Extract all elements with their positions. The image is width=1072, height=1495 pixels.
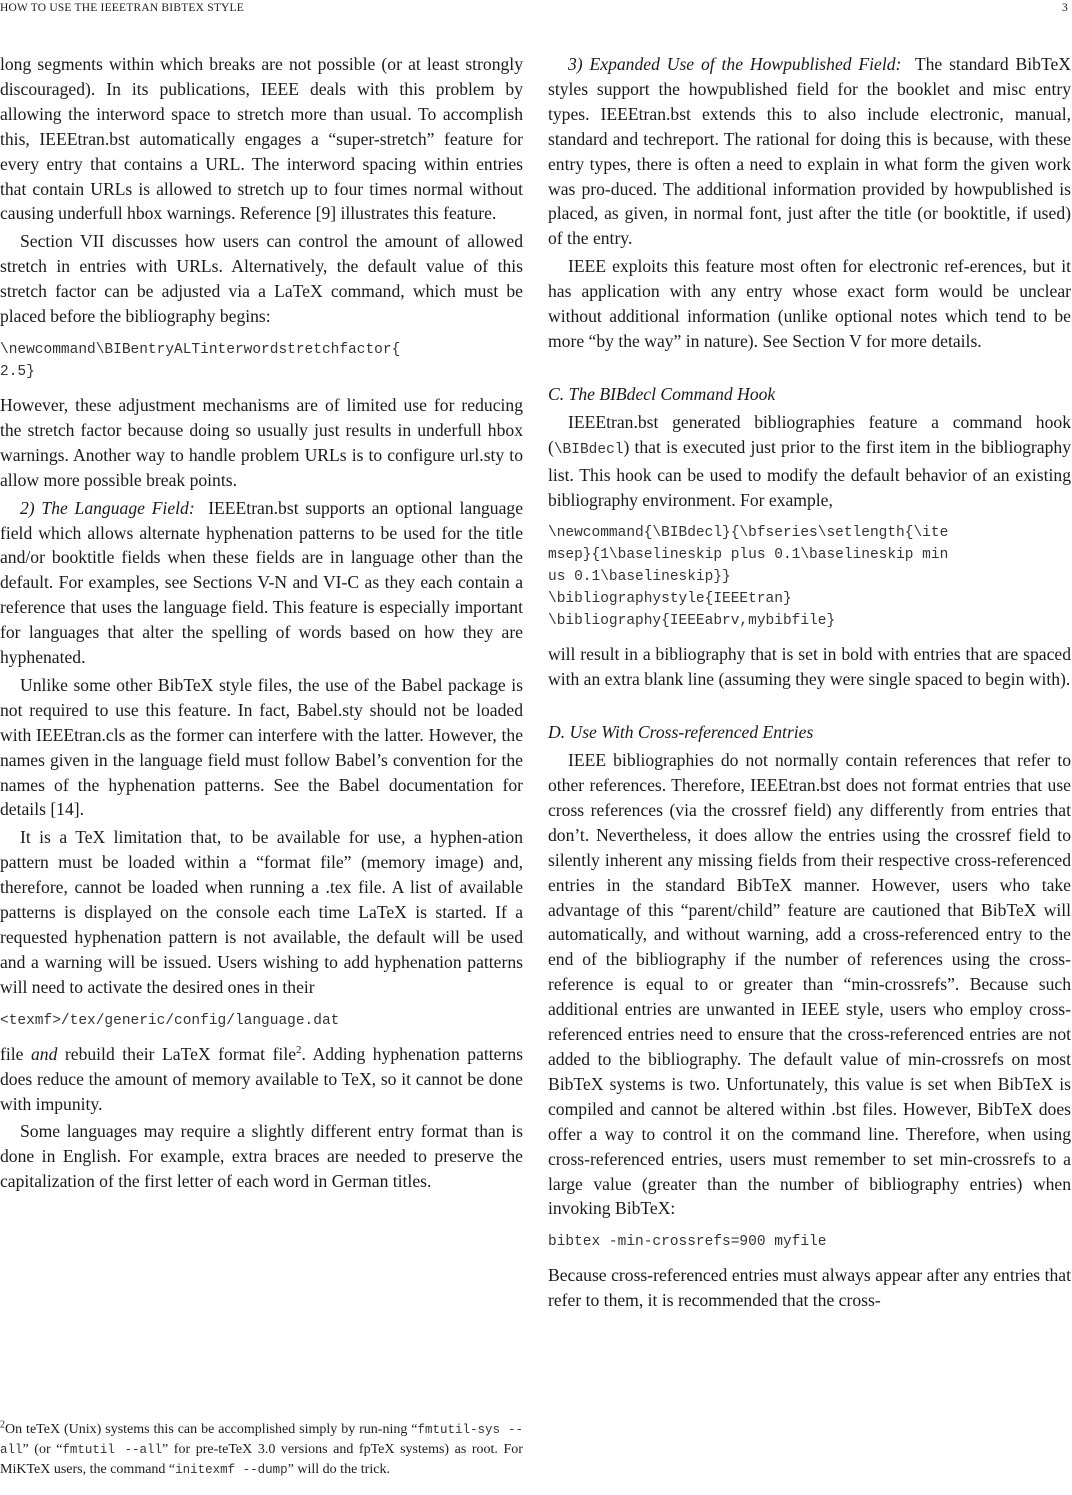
running-title: HOW TO USE THE IEEETRAN BIBTEX STYLE [0,2,244,14]
code-bibtex-command: bibtex -min-crossrefs=900 myfile [548,1234,827,1251]
footnote-text-3: ” for pre-teTeX 3.0 versions and fpTeX systems) as root. For MiKTeX users, the command “ [0,1442,523,1477]
footnote-code-3: initexmf --dump [175,1463,288,1477]
paragraph-german-titles: Some languages may require a slightly different entry format than is done in English. For example, extra braces are needed to preserve the capitalization of the first letter of each word in German titles. [0,1121,523,1192]
bibdecl-inline-code: \BIBdecl [553,441,624,458]
footnote [0,1420,523,1480]
paragraph-bibdecl [548,410,1071,513]
footnote-code-2: fmtutil --all [62,1443,163,1457]
footnote-text-1: On teTeX (Unix) systems this can be accomplished simply by run-ning “ [5,1422,418,1437]
section-heading-bibdecl: C. The BIBdecl Command Hook [548,383,776,404]
paragraph-tex-limitation: It is a TeX limitation that, to be available for use, a hyphen-ation pattern must be loaded within a “format file” (memory image) and, therefore, cannot be loaded when running a .tex file. A list of available patterns is displayed on the console each time LaTeX is started. If a requested hyphenation pattern is not available, the default will be used and a warning will be issued. Users wishing to add hyphenation patterns will need to activate the desired ones in their [0,827,523,997]
paragraph-howpublished [548,52,1071,251]
rebuild-text-a: file [0,1043,24,1064]
paragraph-section-vii: Section VII discusses how users can control the amount of allowed stretch in entries with URLs. Alternatively, the default value of this stretch factor can be adjusted via a LaTeX command, which must be placed before the bibliography begins: [0,231,523,327]
rebuild-text-d: . Adding hyphenation patterns does reduce the amount of memory available to TeX, so it cannot be done with impunity. [0,1043,523,1114]
code-stretchfactor: \newcommand\BIBentryALTinterwordstretchfactor{ 2.5} [0,341,401,380]
rebuild-emphasis: and [30,1043,58,1064]
paragraph-electronic-refs: IEEE exploits this feature most often for electronic ref-erences, but it has application with any entry whose exact form would be unclear without additional information (unlike optional notes which tend to be more “by the way” in nature). See Section V for more details. [548,256,1071,351]
footnote-ref[interactable]: 2 [296,1043,302,1056]
left-column [0,52,523,1194]
rebuild-text-c: rebuild their LaTeX format file [64,1043,297,1064]
footnote-mark: 2 [0,1419,5,1431]
footnote-code-1: fmtutil-sys --all [0,1423,523,1457]
footnote-text-4: ” will do the trick. [287,1462,390,1477]
code-language-dat: <texmf>/tex/generic/config/language.dat [0,1012,340,1029]
howpublished-body: The standard BibTeX styles support the howpublished field for the booklet and misc entry types. IEEEtran.bst extends this to also include electronic, manual, standard and techreport. The rational for doing this is because, with these entry types, there is often a need to explain in what form the given work was pro-duced. The additional information provided by howpublished is placed, as given, in normal font, just after the title (or booktitle, if used) of the entry. [548,54,1072,249]
language-field-body: IEEEtran.bst supports an optional language field which allows alternate hyphenation patterns to be used for the title and/or booktitle fields when these fields are in language other than the default. For examples, see Sections V-N and VI-C as they each contain a reference that uses the language field. This feature is especially important for languages that alter the spelling of words based on how they are hyphenated. [0,497,524,668]
paragraph-cross-order: Because cross-referenced entries must always appear after any entries that refer to them, it is recommended that the cross- [548,1265,1071,1311]
paragraph-rebuild-format [0,1042,523,1117]
running-header [0,0,1072,18]
paragraph-babel: Unlike some other BibTeX style files, the use of the Babel package is not required to use this feature. In fact, Babel.sty should not be loaded with IEEEtran.cls as the former can interfere with the latter. However, the names given in the language field must follow Babel’s convention for the names of the hyphenation patterns. See the Babel documentation for details [14]. [0,674,523,820]
paragraph-crossref: IEEE bibliographies do not normally contain references that refer to other references. Therefore, IEEEtran.bst does not format entries that use cross references (via the crossref field) any differently from entries that don’t. Nevertheless, it does allow the entries using the crossref field to silently inherent any missing fields from their respective cross-referenced entries in the standard BibTeX manner. However, users who take advantage of this “parent/child” feature are cautioned that BibTeX will automatically, and without warning, add a cross-referenced entry to the end of the bibliography if the number of references using the cross-reference is equal to or greater than “min-crossrefs”. Because such additional entries are unwanted in IEEE style, users who employ cross-referenced entries need to ensure that the cross-referenced entries are not added to the bibliography. The default value of min-crossrefs on most BibTeX systems is two. Unfortunately, this value is set when BibTeX is compiled and cannot be altered within .bst files. However, BibTeX does offer a way to control it on the command line. Therefore, when using cross-referenced entries, users must remember to set min-crossrefs to a large value (greater than the number of bibliography entries) when invoking BibTeX: [548,750,1071,1219]
paragraph-url-stretch: long segments within which breaks are not possible (or at least strongly discouraged). In its publications, IEEE deals with this problem by allowing the interword space to stretch more than usual. To accomplish this, IEEEtran.bst automatically engages a “super-stretch” feature for every entry that contains a URL. The interword spacing within entries that contain URLs is allowed to stretch up to four times normal without causing underfull hbox warnings. Reference [9] illustrates this feature. [0,54,523,224]
paragraph-bold-result: will result in a bibliography that is set in bold with entries that are spaced with an extra blank line (assuming they were single spaced to begin with). [548,644,1071,690]
section-heading-crossref: D. Use With Cross-referenced Entries [548,722,814,743]
paragraph-adjustment-mechanisms: However, these adjustment mechanisms are of limited use for reducing the stretch factor because doing so usually just results in underfull hbox warnings. Another way to handle problem URLs is to configure url.sty to allow more possible break points. [0,394,523,490]
howpublished-heading: 3) Expanded Use of the Howpublished Field: [568,54,902,74]
bibdecl-text-a: IEEEtran.bst generated bibliographies feature a command hook ( [548,411,1071,457]
bibdecl-text-b: ) that is executed just prior to the first item in the bibliography list. This hook can be used to modify the default behavior of an existing bibliography environment. For example, [548,436,1071,510]
right-column [548,52,1071,1313]
language-field-heading: 2) The Language Field: [20,497,195,518]
code-bibdecl-example: \newcommand{\BIBdecl}{\bfseries\setlength{\ite msep}{1\baselineskip plus 0.1\baselineskip min us 0.1\baselineskip}} \bibliographystyle{IEEEtran} \bibliography{IEEEabrv,mybibfile} [548,525,949,630]
footnote-text-2: ” (or “ [22,1442,63,1457]
paragraph-language-field [0,496,523,670]
page-number: 3 [1062,2,1068,14]
